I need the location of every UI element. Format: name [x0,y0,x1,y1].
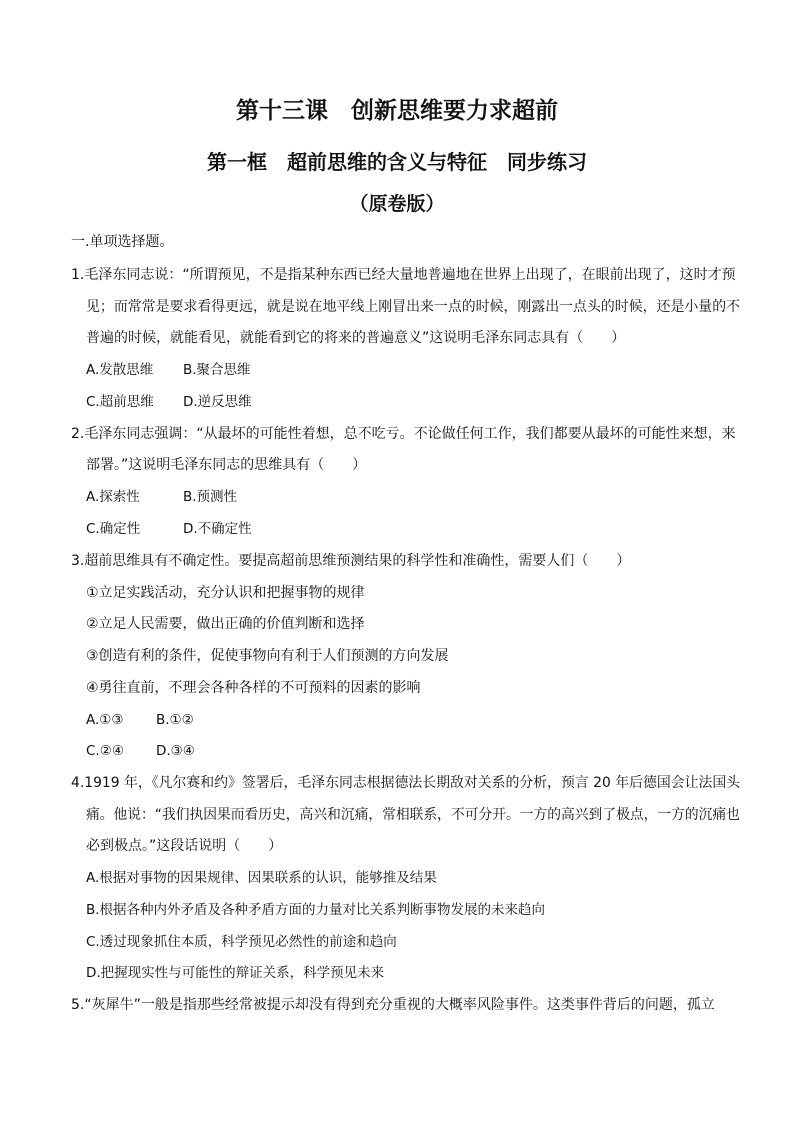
question-4-option-d: D.把握现实性与可能性的辩证关系，科学预见未来 [86,965,385,981]
question-4-line-3: 必到极点。”这段话说明（ ） [86,838,283,854]
page-subtitle: 第一框 超前思维的含义与特征 同步练习 [207,150,587,174]
question-3-option-a: A.①③ [86,712,124,728]
question-4-option-c: C.透过现象抓住本质，科学预见必然性的前途和趋向 [86,934,397,950]
question-1-option-b: B.聚合思维 [183,362,251,378]
section-heading: 一.单项选择题。 [71,234,174,250]
question-3-item-3: ③创造有利的条件，促使事物向有利于人们预测的方向发展 [86,648,449,664]
question-1-line-3: 普遍的时候，就能看见，就能看到它的将来的普遍意义”这说明毛泽东同志具有（ ） [86,330,626,346]
question-2-option-c: C.确定性 [86,521,141,537]
question-1-option-a: A.发散思维 [86,362,154,378]
question-2-option-d: D.不确定性 [183,521,252,537]
question-2-option-b: B.预测性 [183,489,238,505]
question-1-option-d: D.逆反思维 [183,394,252,410]
question-1-option-c: C.超前思维 [86,394,154,410]
question-5-line-1: 5.“灰犀牛”一般是指那些经常被提示却没有得到充分重视的大概率风险事件。这类事件背后的问题，孤立 [71,997,715,1013]
question-4-line-2: 痛。他说：“我们执因果而看历史，高兴和沉痛，常相联系，不可分开。一方的高兴到了极点，一方的沉痛也 [86,807,740,823]
question-3-option-b: B.①② [156,712,194,728]
question-3-item-2: ②立足人民需要，做出正确的价值判断和选择 [86,616,365,632]
question-4-option-b: B.根据各种内外矛盾及各种矛盾方面的力量对比关系判断事物发展的未来趋向 [86,902,546,918]
question-2-line-2: 部署。”这说明毛泽东同志的思维具有（ ） [86,457,367,473]
question-4-line-1: 4.1919 年，《凡尔赛和约》签署后，毛泽东同志根据德法长期敌对关系的分析，预言 20 年后德国会让法国头 [71,775,741,791]
question-2-line-1: 2.毛泽东同志强调：“从最坏的可能性着想，总不吃亏。不论做任何工作，我们都要从最坏的可能性来想，来 [71,426,736,442]
version-label: （原卷版） [349,193,445,215]
question-4-option-a: A.根据对事物的因果规律、因果联系的认识，能够推及结果 [86,870,437,886]
question-2-option-a: A.探索性 [86,489,140,505]
question-3-item-4: ④勇往直前，不理会各种各样的不可预料的因素的影响 [86,680,421,696]
question-3-line-1: 3.超前思维具有不确定性。要提高超前思维预测结果的科学性和准确性，需要人们（ ） [71,553,631,569]
question-1-line-1: 1.毛泽东同志说：“所谓预见，不是指某种东西已经大量地普遍地在世界上出现了，在眼前出现了，这时才预 [71,267,736,283]
question-3-item-1: ①立足实践活动，充分认识和把握事物的规律 [86,585,365,601]
question-1-line-2: 见；而常常是要求看得更远，就是说在地平线上刚冒出来一点的时候，刚露出一点头的时候，还是小量的不 [86,299,741,315]
page-title: 第十三课 创新思维要力求超前 [236,97,558,124]
question-3-option-d: D.③④ [156,743,195,759]
question-3-option-c: C.②④ [86,743,124,759]
